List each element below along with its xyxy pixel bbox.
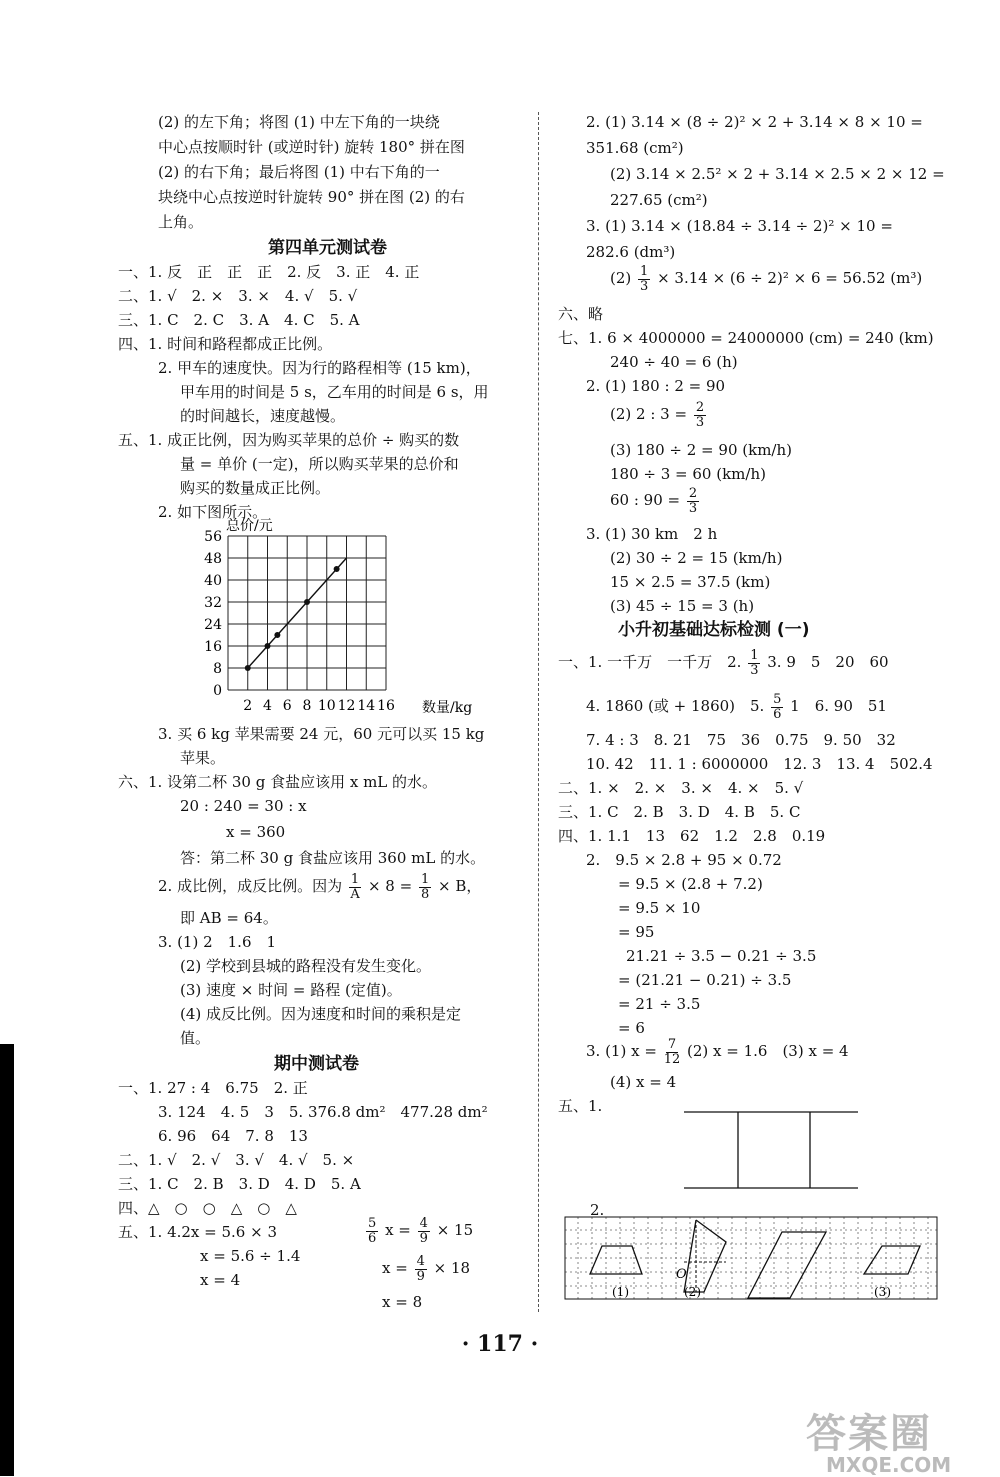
answer-line: x = 360 <box>226 823 286 841</box>
answer-line: 二、1. × 2. × 3. × 4. × 5. √ <box>558 779 804 797</box>
answer-line: 一、1. 27 : 4 6.75 2. 正 <box>118 1079 308 1097</box>
chart-x-tick: 16 <box>377 698 395 714</box>
answer-line: 2. 9.5 × 2.8 + 95 × 0.72 <box>586 851 782 869</box>
answer-line: 2. (1) 180 : 2 = 90 <box>586 377 726 395</box>
answer-line: 七、1. 6 × 4000000 = 24000000 (cm) = 240 (km) <box>558 329 934 347</box>
answer-line: 2. 甲车的速度快。因为行的路程相等 (15 km)， <box>158 359 481 377</box>
equation-line: x = $\frac{4}{9}$ × 18 <box>382 1253 471 1284</box>
answer-line-fraction: 3. (1) x = $\frac{7}{12}$ (2) x = 1.6 (3) x = 4 <box>586 1036 849 1067</box>
answer-line: 240 ÷ 40 = 6 (h) <box>610 353 738 371</box>
answer-line: 量 = 单价 (一定)，所以购买苹果的总价和 <box>180 455 459 473</box>
answer-line: (3) 速度 × 时间 = 路程 (定值)。 <box>180 981 402 999</box>
chart-y-tick: 0 <box>213 683 222 699</box>
answer-line: 购买的数量成正比例。 <box>180 479 331 497</box>
answer-line: (4) 成反比例。因为速度和时间的乘积是定 <box>180 1005 462 1023</box>
answer-line: 四、△ ○ ○ △ ○ △ <box>118 1199 297 1217</box>
answer-line: 10. 42 11. 1 : 6000000 12. 3 13. 4 502.4 <box>586 755 933 773</box>
answer-line-fraction: (2) $\frac{1}{3}$ × 3.14 × (6 ÷ 2)² × 6 = 56.52 (m³) <box>610 263 923 294</box>
chart-point <box>334 566 340 572</box>
price-quantity-chart <box>188 516 518 716</box>
answer-line: 282.6 (dm³) <box>586 243 676 261</box>
answer-line: 六、略 <box>558 305 604 323</box>
chart-y-tick: 8 <box>213 661 222 677</box>
text-line: (2) 的左下角；将图 (1) 中左下角的一块绕 <box>158 113 440 131</box>
equation-line: x = 8 <box>382 1293 423 1311</box>
grid-label: (3) <box>874 1285 891 1299</box>
answer-line: 21.21 ÷ 3.5 − 0.21 ÷ 3.5 <box>626 947 817 965</box>
answer-line: 2. <box>590 1201 605 1219</box>
answer-line: 的时间越长，速度越慢。 <box>180 407 346 425</box>
answer-line: 即 AB = 64。 <box>180 909 278 927</box>
scan-edge <box>0 1044 14 1476</box>
answer-line: 2. (1) 3.14 × (8 ÷ 2)² × 2 + 3.14 × 8 × 10 = <box>586 113 923 131</box>
answer-line: 一、1. 反 正 正 正 2. 反 3. 正 4. 正 <box>118 263 420 281</box>
answer-line: = 9.5 × (2.8 + 7.2) <box>618 875 763 893</box>
chart-x-tick: 2 <box>243 698 253 714</box>
column-divider <box>538 112 539 1312</box>
answer-line-fraction: 2. 成比例，成反比例。因为 $\frac{1}{A}$ × 8 = $\frac{1}{8}$ × B， <box>158 871 482 902</box>
text-line: (2) 的右下角；最后将图 (1) 中右下角的一 <box>158 163 440 181</box>
answer-line: 五、1. 4.2x = 5.6 × 3 <box>118 1223 278 1241</box>
answer-line: 180 ÷ 3 = 60 (km/h) <box>610 465 766 483</box>
answer-line: x = 5.6 ÷ 1.4 <box>200 1247 301 1265</box>
answer-line: 351.68 (cm²) <box>586 139 684 157</box>
answer-line-fraction: 一、1. 一千万 一千万 2. $\frac{1}{3}$ 3. 9 5 20 60 <box>558 647 889 678</box>
chart-x-tick: 10 <box>317 698 336 714</box>
answer-line: 五、1. 成正比例，因为购买苹果的总价 ÷ 购买的数 <box>118 431 460 449</box>
chart-y-tick: 16 <box>204 639 222 655</box>
answer-line-fraction: 60 : 90 = $\frac{2}{3}$ <box>610 485 698 516</box>
answer-line: (2) 学校到县城的路程没有发生变化。 <box>180 957 432 975</box>
answer-line: 四、1. 时间和路程都成正比例。 <box>118 335 333 353</box>
answer-line: 3. (1) 30 km 2 h <box>586 525 718 543</box>
chart-x-tick: 8 <box>302 698 312 714</box>
text-line: 块绕中心点按逆时针旋转 90° 拼在图 (2) 的右 <box>158 188 465 206</box>
answer-line: (3) 180 ÷ 2 = 90 (km/h) <box>610 441 792 459</box>
grid-label: O <box>676 1267 687 1282</box>
answer-line: 三、1. C 2. C 3. A 4. C 5. A <box>118 311 360 329</box>
answer-line: 答：第二杯 30 g 食盐应该用 360 mL 的水。 <box>180 849 486 867</box>
chart-y-tick: 56 <box>204 529 222 545</box>
answer-line: 3. 124 4. 5 3 5. 376.8 dm² 477.28 dm² <box>158 1103 488 1121</box>
chart-x-tick: 6 <box>282 698 292 714</box>
answer-line: 227.65 (cm²) <box>610 191 708 209</box>
answer-line: 6. 96 64 7. 8 13 <box>158 1127 308 1145</box>
answer-line: 苹果。 <box>180 749 226 767</box>
answer-line: 三、1. C 2. B 3. D 4. B 5. C <box>558 803 801 821</box>
section-title: 期中测试卷 <box>274 1054 359 1074</box>
answer-line: (4) x = 4 <box>610 1073 677 1091</box>
answer-line: (2) 30 ÷ 2 = 15 (km/h) <box>610 549 783 567</box>
answer-line: 2. 如下图所示。 <box>158 503 268 521</box>
answer-line: (2) 3.14 × 2.5² × 2 + 3.14 × 2.5 × 2 × 12 = <box>610 165 945 183</box>
text-line: 中心点按顺时针 (或逆时针) 旋转 180° 拼在图 <box>158 138 465 156</box>
answer-line: 7. 4 : 3 8. 21 75 36 0.75 9. 50 32 <box>586 731 896 749</box>
answer-line: 15 × 2.5 = 37.5 (km) <box>610 573 771 591</box>
answer-line: = 6 <box>618 1019 645 1037</box>
chart-y-tick: 48 <box>204 551 222 567</box>
chart-point <box>274 632 280 638</box>
answer-line: = 95 <box>618 923 655 941</box>
answer-line: 六、1. 设第二杯 30 g 食盐应该用 x mL 的水。 <box>118 773 438 791</box>
answer-line: 二、1. √ 2. × 3. × 4. √ 5. √ <box>118 287 358 305</box>
answer-line: 甲车用的时间是 5 s，乙车用的时间是 6 s，用 <box>180 383 489 401</box>
answer-line: 四、1. 1.1 13 62 1.2 2.8 0.19 <box>558 827 826 845</box>
rectangle-figure <box>678 1108 878 1198</box>
answer-line: 3. (1) 3.14 × (18.84 ÷ 3.14 ÷ 2)² × 10 = <box>586 217 893 235</box>
answer-line: 3. 买 6 kg 苹果需要 24 元，60 元可以买 15 kg <box>158 725 485 743</box>
chart-point <box>265 643 271 649</box>
grid-label: (2) <box>684 1285 701 1299</box>
text-line: 上角。 <box>158 213 204 231</box>
answer-line: 五、1. <box>558 1097 603 1115</box>
chart-y-tick: 40 <box>204 573 222 589</box>
chart-point <box>245 665 251 671</box>
chart-y-tick: 32 <box>204 595 222 611</box>
grid-label: (1) <box>612 1285 629 1299</box>
chart-series-line <box>248 558 347 668</box>
chart-x-tick: 4 <box>263 698 272 714</box>
answer-line: 三、1. C 2. B 3. D 4. D 5. A <box>118 1175 361 1193</box>
chart-point <box>304 599 310 605</box>
answer-line: = (21.21 − 0.21) ÷ 3.5 <box>618 971 792 989</box>
answer-line: 二、1. √ 2. √ 3. √ 4. √ 5. × <box>118 1151 355 1169</box>
chart-x-tick: 14 <box>357 698 376 714</box>
chart-xlabel: 数量/kg <box>422 700 473 716</box>
answer-line: (3) 45 ÷ 15 = 3 (h) <box>610 597 755 615</box>
equation-line: $\frac{5}{6}$ x = $\frac{4}{9}$ × 15 <box>368 1215 474 1246</box>
answer-line: 值。 <box>180 1029 211 1047</box>
answer-line: = 21 ÷ 3.5 <box>618 995 701 1013</box>
answer-line: x = 4 <box>200 1271 241 1289</box>
answer-line: = 9.5 × 10 <box>618 899 701 917</box>
transformation-grid <box>564 1216 944 1306</box>
answer-line: 20 : 240 = 30 : x <box>180 797 307 815</box>
watermark: 答案圈 MXQE.COM <box>806 1411 952 1477</box>
chart-x-tick: 12 <box>337 698 356 714</box>
answer-line-fraction: (2) 2 : 3 = $\frac{2}{3}$ <box>610 399 705 430</box>
section-title: 小升初基础达标检测 (一) <box>618 620 810 640</box>
section-title: 第四单元测试卷 <box>268 238 387 258</box>
answer-line-fraction: 4. 1860 (或 + 1860) 5. $\frac{5}{6}$ 1 6. 90 51 <box>586 691 887 722</box>
chart-y-tick: 24 <box>204 617 222 633</box>
chart-ylabel: 总价/元 <box>226 518 273 534</box>
answer-line: 3. (1) 2 1.6 1 <box>158 933 277 951</box>
page-number: · 117 · <box>461 1331 539 1357</box>
